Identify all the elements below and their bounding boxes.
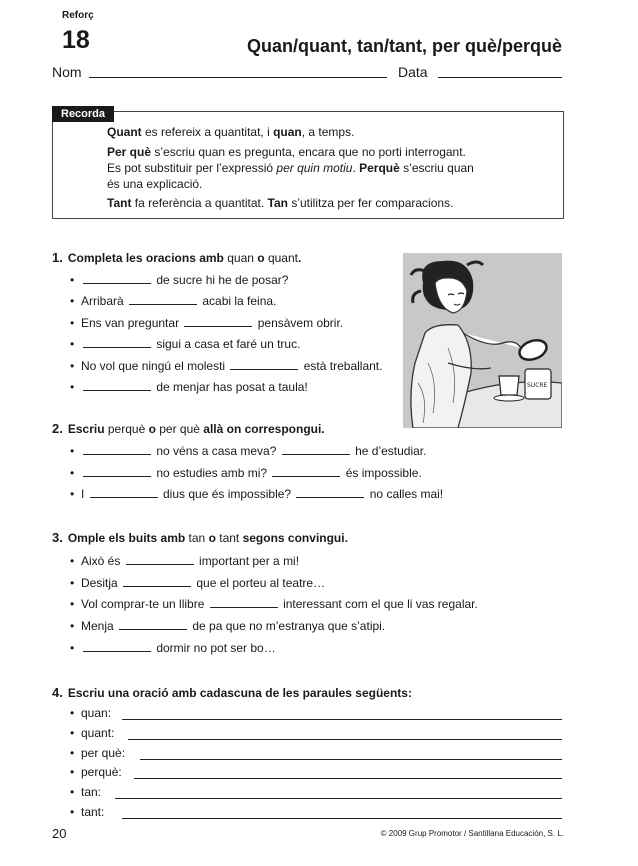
fill-in-blank[interactable]	[129, 293, 197, 305]
fill-in-blank[interactable]	[210, 596, 278, 608]
exercise-3-item: • Això és important per a mi!	[70, 554, 300, 568]
name-field[interactable]	[89, 77, 387, 78]
exercise-4-word-row: • per què:	[70, 745, 126, 760]
section-label: Reforç	[62, 10, 94, 21]
exercise-1-item: • de menjar has posat a taula!	[70, 380, 308, 394]
date-field[interactable]	[438, 77, 562, 78]
exercise-4-instruction: 4. Escriu una oració amb cadascuna de les paraules següents:	[52, 685, 412, 700]
recorda-tag: Recorda	[52, 106, 114, 122]
fill-in-blank[interactable]	[272, 465, 340, 477]
exercise-4-word-row: • tant:	[70, 805, 105, 819]
sentence-answer-line[interactable]	[128, 739, 562, 740]
rule-perque: Es pot substituir per l’expressió per quin motiu. Perquè s’escriu quan	[107, 161, 474, 175]
exercise-1-instruction: 1. Completa les oracions amb quan o quant.	[52, 250, 302, 265]
sentence-answer-line[interactable]	[122, 719, 563, 720]
recorda-box	[52, 111, 564, 219]
sentence-answer-line[interactable]	[115, 798, 562, 799]
fill-in-blank[interactable]	[123, 575, 191, 587]
page-number: 20	[52, 826, 67, 841]
exercise-1-item: • Ens van preguntar pensàvem obrir.	[70, 315, 344, 330]
exercise-1-item: • de sucre hi he de posar?	[70, 273, 289, 287]
exercise-2-item: • no véns a casa meva? he d’estudiar.	[70, 444, 427, 458]
sentence-answer-line[interactable]	[140, 759, 562, 760]
sentence-answer-line[interactable]	[122, 818, 563, 819]
unit-number: 18	[62, 26, 90, 54]
exercise-4-word-row: • tan:	[70, 785, 102, 800]
fill-in-blank[interactable]	[126, 553, 194, 565]
exercise-4-word-row: • quan:	[70, 706, 112, 720]
exercise-3-item: • Desitja que el porteu al teatre…	[70, 575, 326, 590]
fill-in-blank[interactable]	[83, 640, 151, 652]
exercise-3-item: • dormir no pot ser bo…	[70, 640, 276, 655]
date-label: Data	[398, 64, 428, 80]
rule-per-que: Per què s’escriu quan es pregunta, encara que no porti interrogant.	[107, 145, 466, 159]
fill-in-blank[interactable]	[83, 336, 151, 348]
name-label: Nom	[52, 64, 82, 80]
exercise-1-item: • No vol que ningú el molesti està treballant.	[70, 358, 383, 373]
rule-quant: Quant es refereix a quantitat, i quan, a temps.	[107, 125, 355, 139]
fill-in-blank[interactable]	[83, 272, 151, 284]
copyright: © 2009 Grup Promotor / Santillana Educación, S. L.	[380, 829, 564, 838]
rule-tant-tan: Tant fa referència a quantitat. Tan s’utilitza per fer comparacions.	[107, 196, 454, 210]
woman-illustration	[403, 253, 562, 428]
fill-in-blank[interactable]	[83, 379, 151, 391]
fill-in-blank[interactable]	[296, 486, 364, 498]
exercise-3-instruction: 3. Omple els buits amb tan o tant segons convingui.	[52, 530, 348, 545]
sentence-answer-line[interactable]	[134, 778, 562, 779]
exercise-3-item: • Vol comprar-te un llibre interessant com el que li vas regalar.	[70, 597, 478, 612]
exercise-4-word-row: • quant:	[70, 725, 115, 740]
fill-in-blank[interactable]	[184, 315, 252, 327]
exercise-3-item: • Menja de pa que no m’estranya que s’atipi.	[70, 619, 386, 634]
fill-in-blank[interactable]	[282, 443, 350, 455]
exercise-2-item: • I dius que és impossible? no calles mai!	[70, 487, 444, 502]
exercise-1-item: • Arribarà acabi la feina.	[70, 294, 277, 309]
exercise-4-word-row: • perquè:	[70, 765, 122, 780]
fill-in-blank[interactable]	[83, 443, 151, 455]
fill-in-blank[interactable]	[230, 358, 298, 370]
jar-label: SUCRE	[527, 382, 548, 389]
fill-in-blank[interactable]	[83, 465, 151, 477]
fill-in-blank[interactable]	[90, 486, 158, 498]
exercise-2-item: • no estudies amb mi? és impossible.	[70, 465, 422, 480]
fill-in-blank[interactable]	[119, 618, 187, 630]
exercise-2-instruction: 2. Escriu perquè o per què allà on correspongui.	[52, 421, 325, 436]
page-title: Quan/quant, tan/tant, per què/perquè	[246, 36, 562, 56]
rule-perque-cont: és una explicació.	[107, 177, 203, 191]
exercise-1-item: • sigui a casa et faré un truc.	[70, 337, 301, 352]
